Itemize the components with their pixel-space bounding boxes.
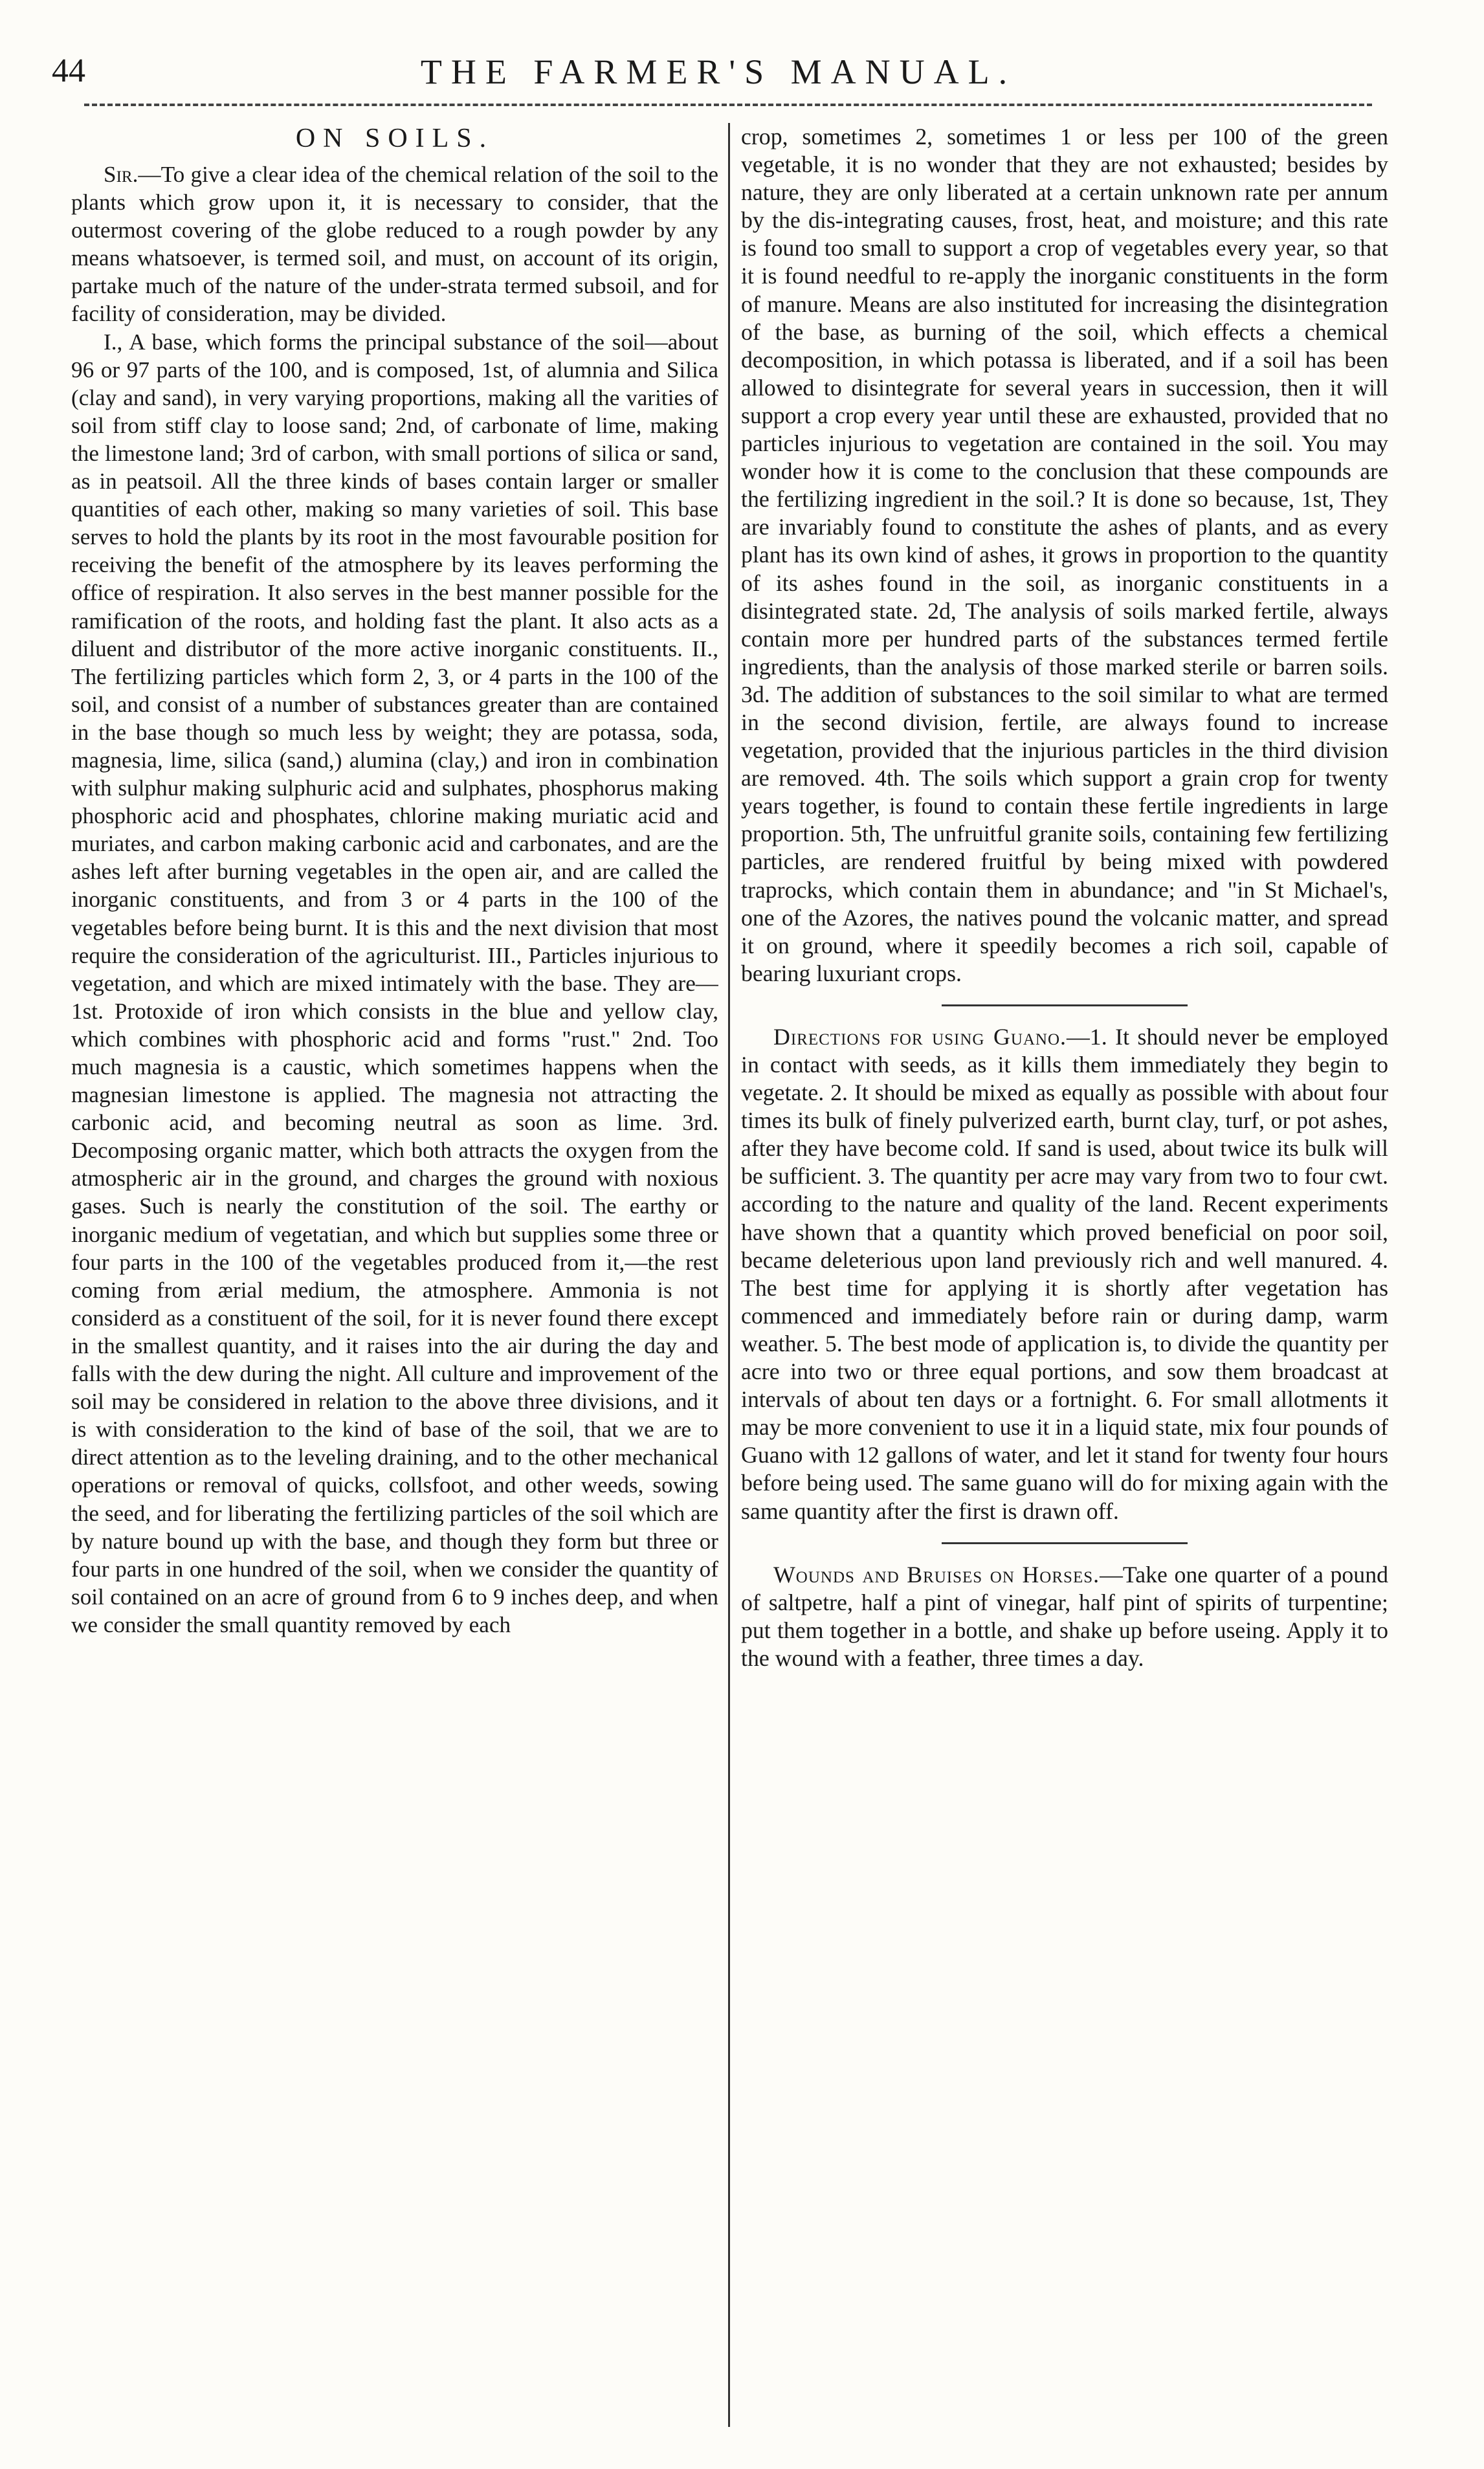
running-title: THE FARMER'S MANUAL. — [420, 52, 1017, 91]
page — [45, 39, 1391, 2433]
text-columns — [45, 123, 1391, 2427]
soils-paragraph-2: I., A base, which forms the principal substance of the soil—about 96 or 97 parts of the 100, and is composed, 1st, of alumnia and Silica (clay and sand), in very varying proportions, making all the varities of soil from stiff clay to loose sand; 2nd, of carbonate of lime, making the limestone land; 3rd of carbon, with small portions of silica or sand, as in peatsoil. All the three kinds of bases contain larger or smaller quantities of each other, making so many varieties of soil. This base serves to hold the plants by its root in the most favourable position for receiving the benefit of the atmosphere by its leaves performing the office of respiration. It also serves in the best manner possible for the ramification of the roots, and holding fast the plant. It also acts as a diluent and distributor of the more active inorganic constituents. II., The fertilizing particles which form 2, 3, or 4 parts in the 100 of the soil, and consist of a number of substances greater than are contained in the base though so much less by weight; they are potassa, soda, magnesia, lime, silica (sand,) alumina (clay,) and iron in combination with sulphur making sulphuric acid and sulphates, phosphorus making phosphoric acid and phosphates, chlorine making muriatic acid and muriates, and carbon making carbonic acid and carbonates, and are the ashes left after burning vegetables in the open air, and are called the inorganic constituents, and from 3 or 4 parts in the 100 of the vegetables before being burnt. It is this and the next division that most require the consideration of the agriculturist. III., Particles injurious to vegetation, and which are mixed intimately with the base. They are—1st. Protoxide of iron which consists in the blue and yellow clay, which combines with phosphoric acid and forms "rust." 2nd. Too much magnesia is a caustic, which sometimes happens when the magnesian limestone is applied. The magnesia not attracting the carbonic acid, and becoming neutral as soon as lime. 3rd. Decomposing organic matter, which both attracts the oxygen from the atmospheric air in the ground, and charges the ground with noxious gases. Such is nearly the constitution of the soil. The earthy or inorganic medium of vegetatian, and which but supplies some three or four parts in the 100 of the vegetables produced from it,—the rest coming from ærial medium, the atmosphere. Ammonia is not considerd as a constituent of the soil, for it is never found there except in the smallest quantity, and it raises into the air during the day and falls with the dew during the night. All culture and improvement of the soil may be considered in relation to the above three divisions, and it is with consideration to the kind of base of the soil, that we are to direct attention as to the leveling draining, and to the other mechanical operations or removal of quicks, collsfoot, and other weeds, sowing the seed, and for liberating the fertilizing particles of the soil which are by nature bound up with the base, and though they form but three or four parts in one hundred of the soil, when we consider the quantity of soil contained on an acre of ground from 6 to 9 inches deep, and when we consider the small quantity removed by each — [71, 329, 718, 1637]
page-number: 44 — [52, 52, 85, 89]
guano-article — [741, 1023, 1388, 1525]
article-title-wounds: Wounds and Bruises on Horses. — [773, 1561, 1100, 1588]
article-title-guano: Directions for using Guano. — [773, 1023, 1067, 1050]
column-divider — [728, 123, 730, 2427]
guano-text: —1. It should never be employed in contact with seeds, as it kills them immediately they begin to vegetate. 2. It should be mixed as equally as possible with about four times its bulk of finely pulverized earth, burnt clay, turf, or pot ashes, after they have become cold. If sand is used, about twice its bulk will be sufficient. 3. The quantity per acre may vary from two to four cwt. according to the nature and quality of the land. Recent experiments have shown that a quantity which proved beneficial on poor soil, became deleterious upon land previously rich and well manured. 4. The best time for applying it is shortly after vegetation has commenced and immediately before rain or during damp, warm weather. 5. The best mode of application is, to divide the quantity per acre into two or three equal portions, and sow them broadcast at intervals of about ten days or a fortnight. 6. For small allotments it may be more convenient to use it in a liquid state, mix four pounds of Guano with 12 gallons of water, and let it stand for twenty four hours before being used. The same guano will do for mixing again with the same quantity after the first is drawn off. — [741, 1023, 1388, 1524]
article-title-soils: ON SOILS. — [295, 124, 494, 153]
left-column — [71, 123, 718, 2427]
wounds-article — [741, 1561, 1388, 1672]
page-header — [45, 39, 1391, 116]
salutation: Sir. — [104, 162, 138, 187]
header-rule — [84, 104, 1372, 106]
section-rule — [942, 1542, 1188, 1544]
soils-paragraph-1-text: —To give a clear idea of the chemical relation of the soil to the plants which grow upon it, it is necessary to consider, that the outermost covering of the globe reduced to a rough powder by any means whatsoever, is termed soil, and must, on account of its origin, partake much of the nature of the under-strata termed subsoil, and for facility of consideration, may be divided. — [71, 162, 718, 327]
right-column — [741, 123, 1388, 2427]
wounds-text: —Take one quarter of a pound of saltpetre, half a pint of vinegar, half pint of spirits of turpentine; put them together in a bottle, and shake up before useing. Apply it to the wound with a feather, three times a day. — [741, 1561, 1388, 1671]
section-rule — [942, 1004, 1188, 1006]
soils-paragraph-3: crop, sometimes 2, sometimes 1 or less per 100 of the green vegetable, it is no wonder that they are not exhausted; besides by nature, they are only liberated at a certain unknown rate per annum by the dis-integrating causes, frost, heat, and moisture; and this rate is found too small to support a crop of vegetables every year, so that it is found needful to re-apply the inorganic constituents in the form of manure. Means are also instituted for increasing the disintegration of the base, as burning of the soil, which effects a chemical decomposition, in which potassa is liberated, and if a soil has been allowed to disintegrate for several years in succession, then it will support a crop every year until these are exhausted, provided that no particles injurious to vegetation are contained in the soil. You may wonder how it is come to the conclusion that these compounds are the fertilizing ingredient in the soil.? It is done so because, 1st, They are invariably found to constitute the ashes of plants, and as every plant has its own kind of ashes, it grows in proportion to the quantity of its ashes found in the soil, as inorganic constituents in a disintegrated state. 2d, The analysis of soils marked fertile, always contain more per hundred parts of the substances termed fertile ingredients, than the analysis of those marked sterile or barren soils. 3d. The addition of substances to the soil similar to what are termed in the second division, fertile, are always found to increase vegetation, provided that the injurious particles in the third division are removed. 4th. The soils which support a grain crop for twenty years together, is found to contain these fertile ingredients in large proportion. 5th, The unfruitful granite soils, containing few fertilizing particles, are rendered fruitful by being mixed with powdered traprocks, which contain them in abundance; and "in St Michael's, one of the Azores, the natives pound the volcanic matter, and spread it on ground, where it speedily becomes a rich soil, capable of bearing luxuriant crops. — [741, 124, 1388, 986]
soils-paragraph-1 — [71, 161, 718, 328]
